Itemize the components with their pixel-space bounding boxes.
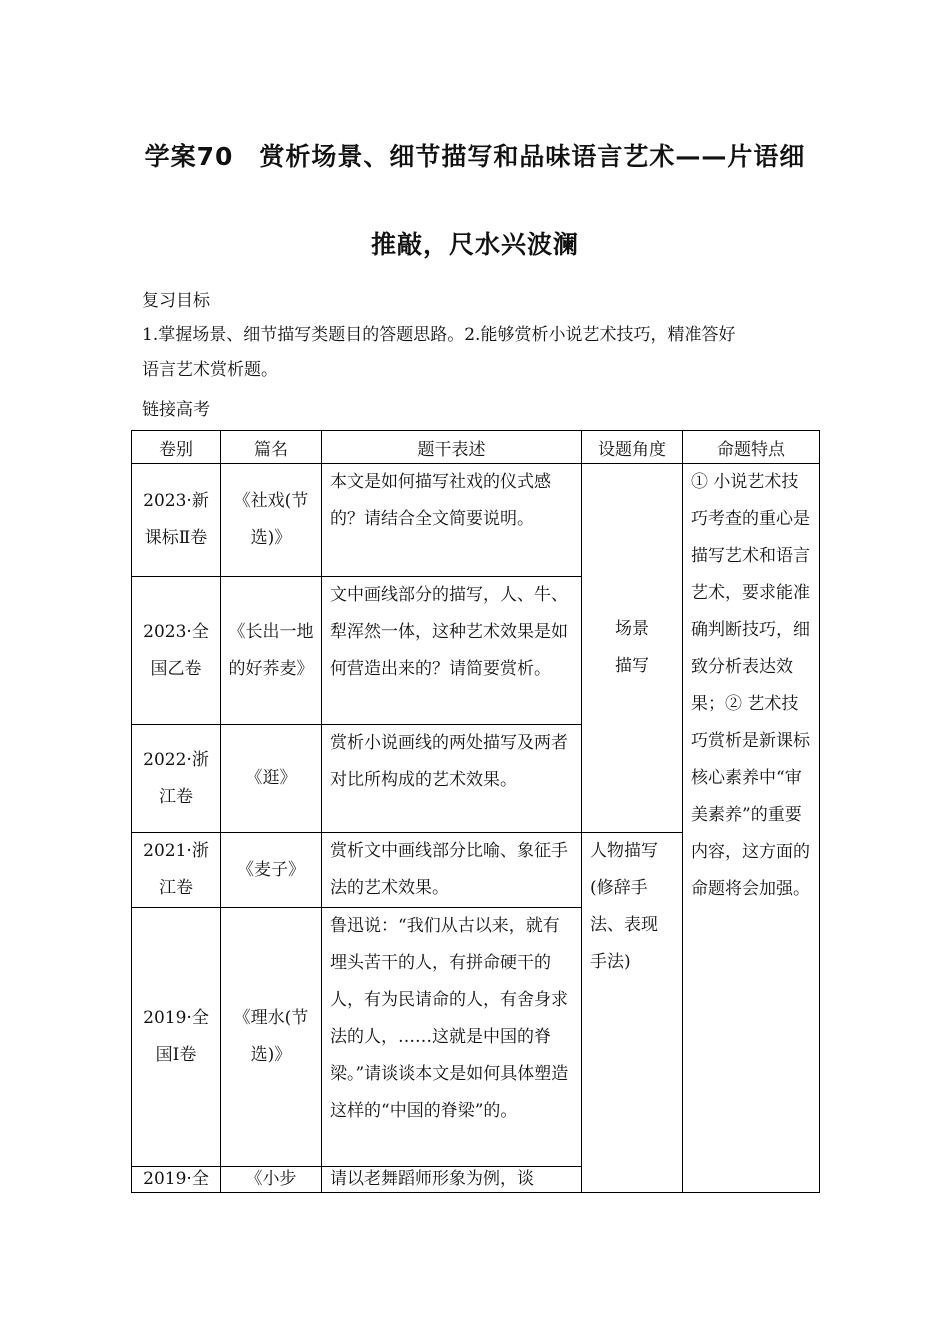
cell-question: 文中画线部分的描写，人、牛、犁浑然一体，这种艺术效果是如何营造出来的？请简要赏析。 xyxy=(322,577,582,725)
cell-paper: 2019·全国Ⅰ卷 xyxy=(132,908,221,1167)
cell-title: 《理水(节选)》 xyxy=(221,908,322,1167)
header-angle: 设题角度 xyxy=(582,431,683,464)
header-question: 题干表述 xyxy=(322,431,582,464)
cell-features: ① 小说艺术技巧考查的重心是描写艺术和语言艺术，要求能准确判断技巧，细致分析表达效果；② 艺术技巧赏析是新课标核心素养中“审美素养”的重要内容，这方面的命题将会加强。 xyxy=(683,464,820,1193)
table-row xyxy=(132,464,820,577)
cell-angle-scene xyxy=(582,464,683,833)
page-title-line2: 推敲，尺水兴波澜 xyxy=(370,230,579,259)
goals-text-line2: 语言艺术赏析题。 xyxy=(142,360,278,380)
cell-question: 赏析文中画线部分比喻、象征手法的艺术效果。 xyxy=(322,833,582,908)
cell-question: 请以老舞蹈师形象为例，谈 xyxy=(322,1167,582,1193)
goals-text xyxy=(142,318,822,388)
cell-angle-character: 人物描写(修辞手法、表现手法) xyxy=(582,833,683,1193)
cell-paper: 2023·全国乙卷 xyxy=(132,577,221,725)
cell-paper: 2021·浙江卷 xyxy=(132,833,221,908)
angle-scene-text: 场景描写 xyxy=(615,619,649,676)
goals-heading: 复习目标 xyxy=(142,291,210,311)
cell-title: 《麦子》 xyxy=(221,833,322,908)
header-paper: 卷别 xyxy=(132,431,221,464)
cell-question: 鲁迅说：“我们从古以来，就有埋头苦干的人，有拼命硬干的人，有为民请命的人，有舍身求法的人，……这就是中国的脊梁。”请谈谈本文是如何具体塑造这样的“中国的脊梁”的。 xyxy=(322,908,582,1167)
cell-title: 《长出一地的好荞麦》 xyxy=(221,577,322,725)
cell-paper: 2019·全 xyxy=(132,1167,221,1193)
cell-title: 《小步 xyxy=(221,1167,322,1193)
cell-title: 《社戏(节选)》 xyxy=(221,464,322,577)
exam-table xyxy=(131,430,820,1193)
page-title-line1: 学案70 赏析场景、细节描写和品味语言艺术——片语细 xyxy=(144,142,806,171)
cell-paper: 2022·浙江卷 xyxy=(132,725,221,833)
link-heading: 链接高考 xyxy=(142,400,210,420)
cell-question: 本文是如何描写社戏的仪式感的？请结合全文简要说明。 xyxy=(322,464,582,577)
header-title: 篇名 xyxy=(221,431,322,464)
header-features: 命题特点 xyxy=(683,431,820,464)
cell-question: 赏析小说画线的两处描写及两者对比所构成的艺术效果。 xyxy=(322,725,582,833)
cell-paper: 2023·新课标Ⅱ卷 xyxy=(132,464,221,577)
cell-title: 《逛》 xyxy=(221,725,322,833)
table-header-row xyxy=(132,431,820,464)
goals-text-line1: 1.掌握场景、细节描写类题目的答题思路。2.能够赏析小说艺术技巧，精准答好 xyxy=(142,325,736,345)
